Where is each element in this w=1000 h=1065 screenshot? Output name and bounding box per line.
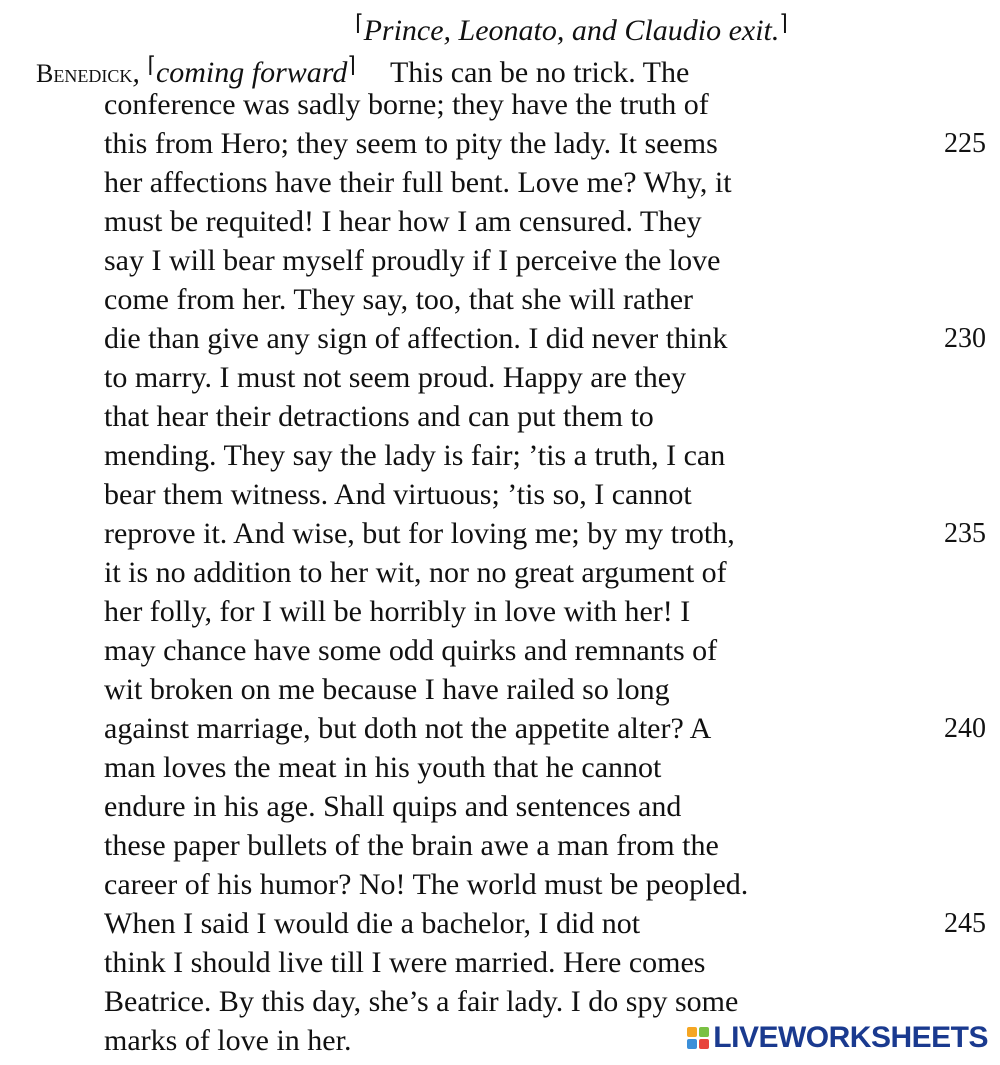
speech-line: against marriage, but doth not the appetite alter? A: [104, 712, 712, 745]
speaker-name: Benedick: [36, 59, 133, 88]
liveworksheets-logo-icon: [687, 1027, 709, 1049]
stage-direction-close-bracket: ⌉: [779, 11, 788, 36]
speech-line: think I should live till I were married. Here comes: [104, 946, 706, 979]
line-number: 235: [944, 518, 986, 549]
liveworksheets-watermark[interactable]: [687, 1021, 988, 1055]
line-number: 230: [944, 323, 986, 354]
logo-square: [699, 1039, 709, 1049]
speech-line: her folly, for I will be horribly in love with her! I: [104, 595, 691, 628]
speech-line: career of his humor? No! The world must be peopled.: [104, 868, 749, 901]
watermark-text: LIVEWORKSHEETS: [713, 1021, 988, 1054]
speech-line: marks of love in her.: [104, 1024, 352, 1057]
speech-line: must be requited! I hear how I am censured. They: [104, 205, 702, 238]
speech-line: conference was sadly borne; they have the truth of: [104, 88, 709, 121]
speech-line: When I said I would die a bachelor, I did not: [104, 907, 641, 940]
speaker-direction-open-bracket: ⌈: [147, 53, 156, 78]
speaker-direction: coming forward: [155, 56, 348, 89]
speech-line: wit broken on me because I have railed so long: [104, 673, 670, 706]
speech-line: man loves the meat in his youth that he cannot: [104, 751, 662, 784]
speech-line: her affections have their full bent. Love me? Why, it: [104, 166, 732, 199]
speech-line: die than give any sign of affection. I did never think: [104, 322, 728, 355]
speech-line: This can be no trick. The: [389, 56, 690, 89]
stage-direction-open-bracket: ⌈: [355, 11, 364, 36]
speech-line: reprove it. And wise, but for loving me; by my troth,: [104, 517, 735, 550]
stage-direction: [355, 4, 788, 51]
speech-line: mending. They say the lady is fair; ’tis a truth, I can: [104, 439, 726, 472]
speech-line: bear them witness. And virtuous; ’tis so, I cannot: [104, 478, 692, 511]
logo-square: [699, 1027, 709, 1037]
speech-line: say I will bear myself proudly if I perceive the love: [104, 244, 721, 277]
speech-line: this from Hero; they seem to pity the lady. It seems: [104, 127, 718, 160]
speaker-comma: ,: [132, 56, 140, 89]
stage-direction-text: Prince, Leonato, and Claudio exit.: [363, 14, 780, 47]
speech-line: come from her. They say, too, that she will rather: [104, 283, 693, 316]
line-number: 245: [944, 908, 986, 939]
speech-line: it is no addition to her wit, nor no great argument of: [104, 556, 727, 589]
speech-line: endure in his age. Shall quips and sentences and: [104, 790, 682, 823]
speech-line: Beatrice. By this day, she’s a fair lady. I do spy some: [104, 985, 739, 1018]
speech-line: to marry. I must not seem proud. Happy are they: [104, 361, 687, 394]
speech-line: these paper bullets of the brain awe a man from the: [104, 829, 719, 862]
speaker-direction-close-bracket: ⌉: [347, 53, 356, 78]
line-number: 225: [944, 128, 986, 159]
logo-square: [687, 1027, 697, 1037]
line-number: 240: [944, 713, 986, 744]
logo-square: [687, 1039, 697, 1049]
speech-line: that hear their detractions and can put them to: [104, 400, 654, 433]
speech-line: may chance have some odd quirks and remnants of: [104, 634, 718, 667]
